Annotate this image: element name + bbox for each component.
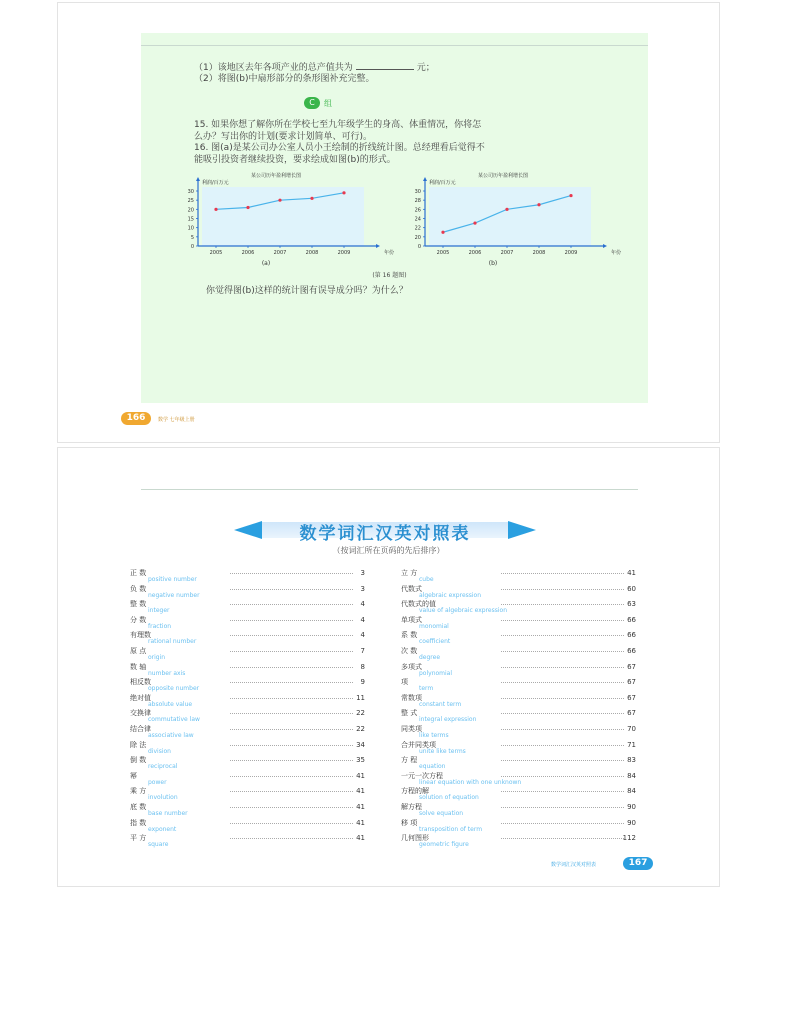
dot-leader (230, 604, 353, 605)
x-tick-label: 2007 (500, 250, 514, 256)
x-tick-label: 2006 (468, 250, 482, 256)
entry-page: 67 (627, 693, 636, 702)
dot-leader (230, 682, 353, 683)
y-axis-arrow (196, 177, 200, 181)
entry-chinese: 交换律 (130, 709, 151, 718)
data-point (310, 197, 313, 200)
dot-leader (501, 589, 624, 590)
entry-chinese: 几何图形 (401, 834, 429, 843)
plot-area (429, 187, 591, 246)
y-tick-label: 0 (417, 244, 421, 250)
entry-page: 41 (356, 771, 365, 780)
entry-chinese: 底 数 (130, 803, 147, 811)
entry-english: opposite number (148, 685, 200, 693)
figure-caption: (第 16 题图) (372, 272, 407, 279)
glossary-entry (401, 646, 636, 662)
y-tick-label: 30 (187, 189, 194, 195)
entry-chinese: 项 (401, 678, 408, 687)
glossary-entry (401, 724, 636, 740)
entry-english: commutative law (148, 716, 200, 724)
dot-leader (230, 823, 353, 824)
entry-page: 9 (360, 678, 365, 687)
entry-chinese: 负 数 (130, 584, 147, 593)
dot-leader (501, 807, 624, 808)
entry-english: origin (148, 654, 166, 661)
glossary-entry (401, 833, 636, 849)
entry-chinese: 立 方 (401, 569, 418, 577)
dot-leader (501, 745, 624, 746)
answer-blank (356, 61, 414, 70)
entry-chinese: 方程的解 (401, 787, 429, 796)
glossary-entry (401, 584, 636, 600)
entry-page: 63 (627, 600, 636, 609)
glossary-entry (401, 740, 636, 756)
dot-leader (501, 713, 624, 714)
entry-english: rational number (148, 638, 197, 646)
y-axis-arrow (423, 177, 427, 181)
glossary-entry (401, 677, 636, 693)
entry-chinese: 数 轴 (130, 662, 147, 671)
dot-leader (501, 573, 624, 574)
dot-leader (501, 604, 624, 605)
chart-b (403, 170, 628, 270)
dot-leader (501, 651, 624, 652)
q16-question: 你觉得图(b)这样的统计图有误导成分吗？为什么？ (206, 286, 408, 296)
entry-chinese: 平 方 (130, 834, 147, 843)
glossary-entry (401, 755, 636, 771)
group-c-badge: C (304, 97, 320, 109)
glossary-entry (401, 630, 636, 646)
entry-chinese: 多项式 (401, 662, 422, 671)
chart-caption: (a) (261, 260, 271, 267)
glossary-entry (401, 662, 636, 678)
glossary-entry (130, 708, 365, 724)
glossary-entry (130, 771, 365, 787)
dot-leader (501, 635, 624, 636)
glossary-entry (130, 755, 365, 771)
glossary-entry (130, 677, 365, 693)
y-tick-label: 26 (414, 207, 421, 214)
entry-chinese: 绝对值 (130, 693, 151, 702)
entry-english: base number (148, 810, 188, 817)
entry-chinese: 分 数 (130, 615, 147, 624)
entry-english: equation (419, 763, 446, 771)
entry-page: 67 (627, 678, 636, 687)
data-point (537, 203, 540, 206)
glossary-entry (130, 786, 365, 802)
entry-chinese: 系 数 (401, 631, 418, 640)
dot-leader (230, 713, 353, 714)
entry-english: linear equation with one unknown (419, 778, 522, 786)
dot-leader (230, 635, 353, 636)
data-point (505, 208, 508, 211)
entry-page: 22 (356, 725, 365, 733)
glossary-entry (130, 802, 365, 818)
data-point (569, 194, 572, 197)
entry-page: 71 (627, 740, 636, 749)
dot-leader (230, 760, 353, 761)
data-point (246, 206, 249, 209)
data-point (214, 208, 217, 211)
entry-chinese: 方 程 (401, 756, 418, 765)
dot-leader (230, 745, 353, 746)
entry-page: 22 (356, 709, 365, 718)
x-tick-label: 2009 (337, 250, 351, 256)
entry-chinese: 代数式的值 (401, 600, 436, 609)
entry-english: degree (419, 654, 441, 661)
glossary-entry (401, 708, 636, 724)
entry-english: power (148, 778, 167, 786)
q16-line1: 16. 图(a)是某公司办公室人员小王绘制的折线统计图。总经理看后觉得不 (194, 143, 485, 153)
dot-leader (501, 620, 624, 621)
chart-b-svg (403, 170, 628, 270)
entry-chinese: 合并同类项 (401, 740, 436, 749)
glossary-subtitle: （按词汇所在页码的先后排序） (332, 546, 445, 555)
entry-english: unite like terms (419, 747, 466, 755)
entry-english: associative law (148, 732, 194, 739)
x-tick-label: 2006 (241, 250, 255, 256)
entry-english: like terms (419, 732, 449, 739)
entry-page: 66 (627, 647, 636, 655)
x-tick-label: 2005 (436, 250, 450, 256)
entry-chinese: 代数式 (401, 584, 422, 593)
y-tick-label: 15 (187, 216, 194, 223)
entry-english: positive number (148, 576, 197, 583)
entry-english: coefficient (419, 638, 451, 646)
entry-english: polynomial (419, 669, 453, 677)
entry-chinese: 倒 数 (130, 756, 147, 765)
dot-leader (501, 838, 624, 839)
q16-line2: 能吸引投资者继续投资，要求绘成如图(b)的形式。 (194, 155, 396, 165)
chart-a (176, 170, 395, 270)
entry-page: 3 (360, 584, 365, 593)
x-tick-label: 2008 (532, 250, 546, 256)
data-point (441, 231, 444, 234)
x-tick-label: 2007 (273, 250, 287, 256)
dot-leader (230, 620, 353, 621)
x-axis-label: 年份 (611, 250, 622, 256)
entry-english: fraction (148, 622, 172, 630)
entry-english: division (148, 747, 171, 755)
glossary-entry (130, 693, 365, 709)
entry-page: 84 (627, 787, 636, 796)
y-tick-label: 22 (414, 225, 421, 232)
x-tick-label: 2005 (209, 250, 223, 256)
entry-page: 41 (356, 818, 365, 827)
dot-leader (501, 667, 624, 668)
q15-line1: 15. 如果你想了解你所在学校七至九年级学生的身高、体重情况，你将怎 (194, 120, 482, 130)
dot-leader (230, 807, 353, 808)
dot-leader (501, 760, 624, 761)
y-axis-label: 利润/百万元 (202, 180, 229, 186)
y-tick-label: 20 (414, 234, 421, 241)
q15-line2: 么办？写出你的计划(要求计划简单、可行)。 (194, 132, 373, 142)
entry-english: negative number (148, 591, 200, 599)
y-tick-label: 30 (414, 189, 421, 195)
entry-chinese: 一元一次方程 (401, 771, 443, 780)
entry-chinese: 解方程 (401, 803, 422, 811)
y-tick-label: 24 (414, 216, 421, 223)
glossary-entry (401, 786, 636, 802)
entry-chinese: 指 数 (130, 818, 147, 827)
q14-sub2: （2）将图(b)中扇形部分的条形图补充完整。 (194, 74, 375, 84)
entry-english: reciprocal (148, 763, 178, 771)
glossary-entry (401, 771, 636, 787)
glossary-entry (401, 802, 636, 818)
entry-chinese: 单项式 (401, 615, 422, 624)
chart-a-svg (176, 170, 395, 270)
y-axis-label: 利润/百万元 (429, 180, 456, 186)
dot-leader (230, 791, 353, 792)
x-axis-arrow (603, 244, 607, 248)
entry-page: 90 (627, 803, 636, 811)
entry-english: monomial (419, 622, 449, 630)
entry-chinese: 常数项 (401, 693, 422, 702)
data-point (342, 191, 345, 194)
glossary-entry (401, 568, 636, 584)
entry-chinese: 有理数 (130, 631, 151, 640)
x-axis-arrow (376, 244, 380, 248)
glossary-entry (130, 615, 365, 631)
entry-page: 60 (627, 584, 636, 593)
entry-page: 90 (627, 818, 636, 827)
top-rule (141, 489, 638, 490)
data-point (278, 199, 281, 202)
dot-leader (230, 838, 353, 839)
y-tick-label: 25 (187, 198, 194, 205)
entry-page: 8 (360, 662, 365, 671)
entry-chinese: 同类项 (401, 725, 422, 733)
entry-english: square (148, 841, 169, 849)
entry-english: solution of equation (419, 794, 479, 802)
glossary-entry (130, 662, 365, 678)
glossary-entry (130, 584, 365, 600)
data-point (473, 221, 476, 224)
glossary-entry (130, 568, 365, 584)
dot-leader (230, 667, 353, 668)
glossary-entry (130, 818, 365, 834)
dot-leader (501, 698, 624, 699)
textbook-page-167 (57, 447, 720, 887)
page-footer: 数学词汇汉英对照表 (551, 862, 597, 868)
entry-english: integer (148, 607, 170, 615)
y-tick-label: 10 (187, 225, 194, 232)
top-rule (141, 45, 648, 46)
entry-chinese: 乘 方 (130, 787, 147, 796)
entry-english: constant term (419, 700, 462, 708)
entry-chinese: 原 点 (130, 647, 147, 655)
chart-caption: (b) (488, 260, 498, 267)
dot-leader (501, 791, 624, 792)
dot-leader (501, 729, 624, 730)
entry-english: number axis (148, 669, 186, 677)
dot-leader (230, 573, 353, 574)
entry-english: solve equation (419, 810, 464, 817)
entry-english: value of algebraic expression (419, 607, 508, 615)
entry-page: 112 (622, 834, 636, 843)
dot-leader (230, 729, 353, 730)
glossary-entry (130, 646, 365, 662)
page-footer: 数学 七年级上册 (158, 417, 195, 423)
entry-chinese: 除 法 (130, 740, 147, 749)
glossary-entry (130, 740, 365, 756)
y-tick-label: 20 (187, 207, 194, 214)
y-tick-label: 5 (190, 234, 194, 241)
entry-page: 34 (356, 740, 365, 749)
entry-chinese: 相反数 (130, 678, 151, 687)
glossary-entry (130, 599, 365, 615)
glossary-entry (401, 693, 636, 709)
entry-page: 70 (627, 725, 636, 733)
entry-chinese: 次 数 (401, 647, 418, 655)
entry-english: term (419, 685, 434, 693)
entry-page: 66 (627, 631, 636, 640)
entry-english: algebraic expression (419, 591, 482, 599)
entry-chinese: 结合律 (130, 725, 151, 733)
entry-page: 67 (627, 709, 636, 718)
dot-leader (230, 698, 353, 699)
entry-page: 4 (360, 600, 365, 609)
entry-page: 41 (356, 803, 365, 811)
entry-page: 4 (360, 615, 365, 624)
page-number-badge: 167 (623, 857, 653, 870)
chart-title: 某公司历年盈利增长图 (250, 173, 302, 179)
entry-page: 83 (627, 756, 636, 765)
entry-page: 66 (627, 615, 636, 624)
glossary-entry (401, 818, 636, 834)
glossary-entry (130, 833, 365, 849)
glossary-entry (401, 615, 636, 631)
x-axis-label: 年份 (384, 250, 395, 256)
entry-page: 7 (360, 647, 365, 655)
dot-leader (230, 589, 353, 590)
entry-chinese: 移 项 (401, 818, 418, 827)
dot-leader (230, 776, 353, 777)
entry-english: transposition of term (419, 825, 483, 833)
entry-page: 41 (356, 834, 365, 843)
dot-leader (230, 651, 353, 652)
entry-page: 3 (360, 569, 365, 577)
entry-english: involution (148, 794, 178, 802)
dot-leader (501, 776, 624, 777)
entry-english: exponent (148, 825, 177, 833)
glossary-title-banner (234, 518, 536, 542)
dot-leader (501, 682, 624, 683)
entry-page: 4 (360, 631, 365, 640)
x-tick-label: 2009 (564, 250, 578, 256)
page-number-badge: 166 (121, 412, 151, 425)
entry-chinese: 幂 (130, 771, 137, 780)
x-tick-label: 2008 (305, 250, 319, 256)
entry-english: geometric figure (419, 841, 469, 849)
entry-page: 35 (356, 756, 365, 765)
y-tick-label: 0 (190, 244, 194, 250)
entry-english: cube (419, 576, 434, 583)
q14-sub1: （1）该地区去年各项产业的总产值共为 元； (194, 63, 435, 73)
entry-english: integral expression (419, 716, 477, 724)
entry-chinese: 整 数 (130, 600, 147, 609)
chart-title: 某公司历年盈利增长图 (477, 173, 529, 179)
textbook-page-166 (57, 2, 720, 443)
entry-chinese: 正 数 (130, 569, 147, 577)
entry-page: 11 (356, 693, 365, 702)
entry-chinese: 整 式 (401, 709, 418, 718)
entry-page: 67 (627, 662, 636, 671)
entry-page: 41 (627, 569, 636, 577)
entry-page: 84 (627, 771, 636, 780)
glossary-title: 数学词汇汉英对照表 (299, 524, 471, 544)
glossary-entry (130, 724, 365, 740)
glossary-entry (401, 599, 636, 615)
group-c-label: 组 (324, 99, 332, 108)
entry-page: 41 (356, 787, 365, 796)
plot-area (202, 187, 364, 246)
glossary-entry (130, 630, 365, 646)
y-tick-label: 28 (414, 198, 421, 205)
dot-leader (501, 823, 624, 824)
entry-english: absolute value (148, 700, 193, 708)
